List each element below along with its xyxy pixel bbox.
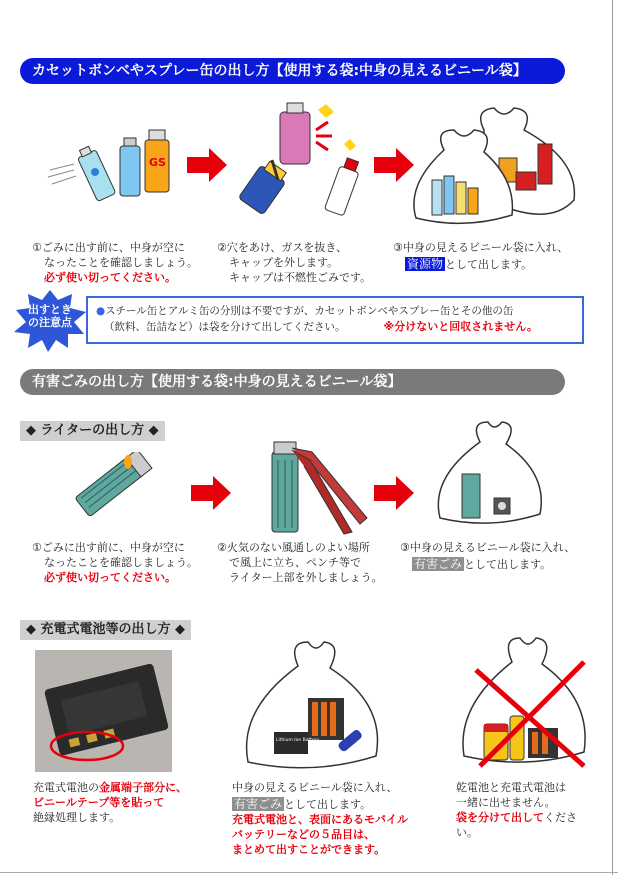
battery-label: Lithium Ion Battery (276, 738, 320, 743)
s2-battery-col3: 乾電池と充電式電池は 一緒に出せません。 袋を分けて出してくださ い。 (456, 781, 577, 839)
s2-lighter-step1: ①ごみに出す前に、中身が空に なったことを確認しましょう。 必ず使い切ってください。 (32, 541, 198, 584)
caution-note-text: ●スチール缶とアルミ缶の分別は不要ですが、カセットボンベやスプレー缶とその他の缶 （飲料、缶詰など）は袋を分けて出してください。 ※分けないと回収されません。 (96, 305, 538, 333)
lighter-pliers-illustration (262, 440, 372, 535)
arrow-right-icon (187, 148, 227, 182)
section2-banner: 有害ごみの出し方【使用する袋:中身の見えるビニール袋】 (20, 369, 565, 395)
s2-lighter-step2: ②火気のない風通しのよい場所 で風上に立ち、ペンチ等で ライター上部を外しましょう。 (217, 541, 383, 584)
lighter-bag-illustration (430, 418, 550, 530)
s2-battery-col2: 中身の見えるビニール袋に入れ、 有害ごみ として出します。 充電式電池と、表面にあるモバイル バッテリーなどの５品目は、 まとめて出すことができます。 (232, 781, 408, 856)
spray-cans-illustration (40, 122, 180, 202)
battery-bag-illustration (238, 636, 388, 776)
clear-bags-illustration (404, 100, 589, 230)
hazard-tag: 有害ごみ (414, 557, 463, 571)
lighter-heading: ◆ ライターの出し方 ◆ (20, 421, 165, 441)
hazard-tag: 有害ごみ (234, 797, 283, 811)
caution-badge-text: 出すとき の注意点 (28, 303, 72, 329)
can-puncture-illustration (232, 100, 372, 220)
s1-step2-caption: ②穴をあけ、ガスを抜き、 キャップを外します。 キャップは不燃性ごみです。 (217, 241, 372, 284)
s2-battery-col1: 充電式電池の金属端子部分に、 ビニールテープ等を貼って 絶縁処理します。 (33, 781, 187, 824)
lighter-illustration (42, 452, 162, 532)
s2-lighter-step3: ③中身の見えるビニール袋に入れ、 有害ごみ として出します。 (400, 541, 576, 571)
battery-heading: ◆ 充電式電池等の出し方 ◆ (20, 620, 191, 640)
arrow-right-icon (191, 476, 231, 510)
section1-banner: カセットボンベやスプレー缶の出し方【使用する袋:中身の見えるビニール袋】 (20, 58, 565, 84)
battery-photo (35, 650, 172, 772)
gs-can-label: GS (149, 156, 166, 169)
page-bottom-line (0, 872, 618, 873)
resource-tag: 資源物 (407, 257, 444, 271)
mixed-batteries-bag-illustration (456, 632, 591, 772)
page-edge-line (612, 0, 613, 875)
s1-step3-caption: ③中身の見えるビニール袋に入れ、 資源物 として出します。 (393, 241, 569, 271)
arrow-right-icon (374, 476, 414, 510)
s1-step1-caption: ①ごみに出す前に、中身が空に なったことを確認しましょう。 必ず使い切ってください。 (32, 241, 198, 284)
